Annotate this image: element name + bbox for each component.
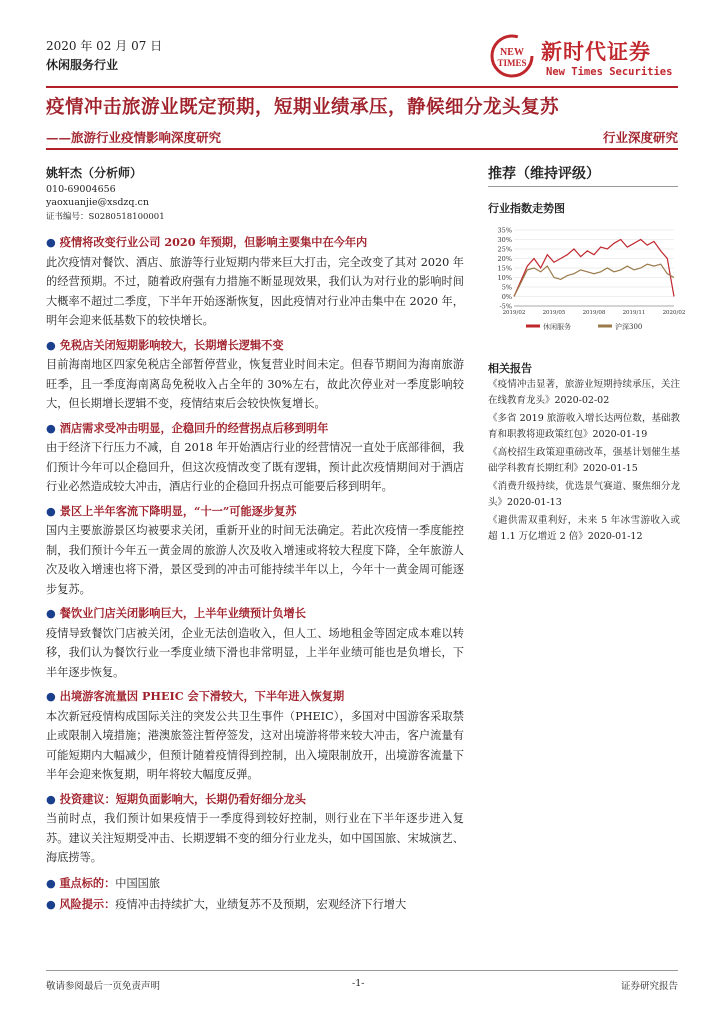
report-type: 行业深度研究 bbox=[602, 130, 678, 145]
main-content bbox=[46, 228, 464, 915]
report-title: 疫情冲击旅游业既定预期，短期业绩承压，静候细分龙头复苏 bbox=[46, 97, 560, 118]
section-heading: 酒店需求受冲击明显，企稳回升的经营拐点后移到明年 bbox=[59, 420, 329, 435]
footer-divider bbox=[46, 970, 678, 971]
title-divider bbox=[46, 148, 678, 150]
bullet-icon: ● bbox=[46, 606, 56, 620]
index-trend-chart bbox=[488, 222, 686, 340]
y-tick-label: 0% bbox=[501, 293, 512, 301]
analyst-email: yaoxuanjie@xsdzq.cn bbox=[46, 197, 149, 208]
bullet-icon: ● bbox=[46, 503, 56, 518]
section-heading: 投资建议：短期负面影响大，长期仍看好细分龙头 bbox=[59, 791, 306, 806]
y-tick-label: 10% bbox=[497, 274, 512, 282]
section-body: 本次新冠疫情构成国际关注的突发公共卫生事件（PHEIC），多国对中国游客采取禁止或限制入境措施；港澳旅签注暂停签发，这对出境游将带来较大冲击，客户流量有可能短期内大幅减少，但预计随着疫情得到控制，出入境限制放开，出境游客流量下半年会迎来恢复期，明年将较大幅度反弹。 bbox=[46, 709, 464, 781]
analyst-cert: 证书编号：S0280518100001 bbox=[46, 212, 165, 222]
section-2 bbox=[46, 336, 464, 414]
section-heading: 餐饮业门店关闭影响巨大，上半年业绩预计负增长 bbox=[59, 606, 306, 620]
bullet-icon: ● bbox=[46, 337, 56, 352]
legend-label: 休闲服务 bbox=[543, 323, 571, 331]
x-tick-label: 2019/11 bbox=[622, 310, 646, 316]
bullet-icon: ● bbox=[46, 420, 56, 435]
y-tick-label: -5% bbox=[499, 302, 512, 311]
section-body: 由于经济下行压力不减，自 2018 年开始酒店行业的经营情况一直处于底部徘徊，我们预计今年可以企稳回升，但这次疫情改变了既有逻辑，预计此次疫情期间对于酒店行业必然造成较大冲击，酒店行业的企稳回升拐点可能要后移到明年。 bbox=[46, 441, 464, 493]
rating: 推荐（维持评级） bbox=[488, 166, 600, 182]
x-tick-label: 2019/08 bbox=[582, 310, 606, 316]
section-6 bbox=[46, 687, 464, 785]
bullet-icon: ● bbox=[46, 898, 60, 911]
report-subtitle: ——旅游行业疫情影响深度研究 bbox=[46, 130, 222, 145]
series-line-2 bbox=[514, 264, 674, 296]
y-tick-label: 20% bbox=[497, 255, 512, 263]
sector-label: 休闲服务行业 bbox=[46, 58, 119, 72]
header-divider bbox=[46, 86, 678, 88]
key-stocks-value: 中国国旅 bbox=[115, 876, 161, 890]
related-reports-title: 相关报告 bbox=[488, 362, 532, 375]
section-body: 国内主要旅游景区均被要求关闭，重新开业的时间无法确定。若此次疫情一季度能控制，我们预计今年五一黄金周的旅游人次及收入增速或将较大程度下降，全年旅游人次及收入增速也将下滑，景区受到的冲击可能持续半年以上，今年十一黄金周可能逐步复苏。 bbox=[46, 524, 464, 596]
x-tick-label: 2019/02 bbox=[502, 310, 526, 316]
related-report[interactable]: 《疫情冲击显著，旅游业短期持续承压，关注在线教育龙头》2020-02-02 bbox=[488, 379, 680, 406]
section-heading: 出境游客流量因 PHEIC 会下滑较大，下半年进入恢复期 bbox=[59, 689, 345, 703]
company-logo-en: New Times Securities bbox=[546, 66, 673, 78]
logo-mark-times: TIMES bbox=[497, 58, 527, 68]
legend-label: 沪深300 bbox=[615, 323, 643, 331]
section-1 bbox=[46, 233, 464, 331]
section-body: 此次疫情对餐饮、酒店、旅游等行业短期内带来巨大打击，完全改变了其对 2020 年的经营预期。不过，随着政府强有力措施不断显现效果，我们认为对行业的影响时间大概率不超过二季度，下半年开始逐渐恢复，因此疫情对行业冲击集中在 2020 年，明年会迎来低基数下的较快增长。 bbox=[46, 255, 464, 327]
footer-report-type: 证券研究报告 bbox=[620, 981, 678, 992]
section-body: 疫情导致餐饮门店被关闭，企业无法创造收入，但人工、场地租金等固定成本难以转移，我们认为餐饮行业一季度业绩下滑也非常明显，上半年业绩可能也是负增长，下半年逐步恢复。 bbox=[46, 626, 464, 679]
rating-divider bbox=[488, 186, 678, 187]
risk-label: 风险提示： bbox=[59, 897, 116, 911]
y-tick-label: 15% bbox=[497, 264, 512, 273]
analyst-name: 姚轩杰（分析师） bbox=[46, 166, 143, 180]
section-7 bbox=[46, 790, 464, 868]
bullet-icon: ● bbox=[46, 235, 56, 249]
report-date: 2020 年 02 月 07 日 bbox=[46, 39, 163, 53]
key-stocks-label: 重点标的： bbox=[59, 875, 116, 890]
section-5 bbox=[46, 604, 464, 682]
chart-title: 行业指数走势图 bbox=[488, 202, 565, 215]
key-stocks bbox=[46, 874, 464, 894]
section-heading: 疫情将改变行业公司 2020 年预期，但影响主要集中在今年内 bbox=[59, 235, 368, 249]
y-tick-label: 5% bbox=[501, 283, 512, 292]
related-reports-list bbox=[488, 377, 680, 547]
section-heading: 景区上半年客流下降明显，“十一”可能逐步复苏 bbox=[59, 503, 297, 518]
x-tick-label: 2020/02 bbox=[662, 310, 686, 316]
risk-value: 疫情冲击持续扩大，业绩复苏不及预期，宏观经济下行增大 bbox=[115, 898, 407, 911]
risk-warning bbox=[46, 895, 464, 915]
section-heading: 免税店关闭短期影响较大，长期增长逻辑不变 bbox=[59, 337, 284, 352]
logo-mark-new: NEW bbox=[500, 47, 524, 58]
bullet-icon: ● bbox=[46, 876, 60, 890]
bullet-icon: ● bbox=[46, 689, 56, 703]
related-report[interactable]: 《高校招生政策迎重磅改革，强基计划催生基础学科教育长期红利》2020-01-15 bbox=[488, 447, 680, 474]
section-4 bbox=[46, 502, 464, 600]
page-number: -1- bbox=[352, 978, 365, 989]
related-report[interactable]: 《消费升级持续，优选景气赛道、聚焦细分龙头》2020-01-13 bbox=[488, 481, 680, 508]
y-tick-label: 25% bbox=[497, 245, 512, 254]
footer-disclaimer[interactable]: 敬请参阅最后一页免责声明 bbox=[46, 981, 161, 992]
related-report[interactable]: 《避供需双重利好，未来 5 年冰雪游收入或超 1.1 万亿增近 2 倍》2020-01-12 bbox=[488, 515, 680, 542]
section-3 bbox=[46, 419, 464, 497]
logo-mark bbox=[488, 34, 538, 78]
section-body: 当前时点，我们预计如果疫情于一季度得到较好控制，则行业在下半年逐步进入复苏。建议关注短期受冲击、长期逻辑不变的细分行业龙头，如中国国旅、宋城演艺、海底捞等。 bbox=[46, 812, 464, 864]
analyst-phone: 010-69004656 bbox=[46, 184, 116, 195]
section-body: 目前海南地区四家免税店全部暂停营业，恢复营业时间未定。但春节期间为海南旅游旺季，且一季度海南离岛免税收入占全年的 30%左右，故此次停业对一季度影响较大，但长期增长逻辑不变，疫情结束后会较快恢复增长。 bbox=[46, 358, 464, 410]
y-tick-label: 35% bbox=[497, 226, 512, 235]
x-tick-label: 2019/05 bbox=[542, 310, 566, 316]
y-tick-label: 30% bbox=[497, 236, 512, 244]
related-report[interactable]: 《多省 2019 旅游收入增长达两位数，基础教育和职教将迎政策红包》2020-01-19 bbox=[488, 413, 680, 440]
bullet-icon: ● bbox=[46, 791, 56, 806]
company-logo-cn: 新时代证券 bbox=[541, 39, 651, 64]
